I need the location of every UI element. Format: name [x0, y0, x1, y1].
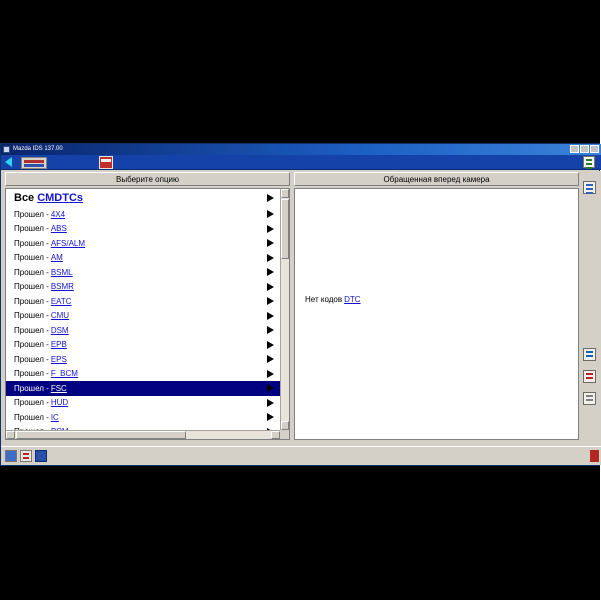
- close-button[interactable]: [590, 145, 599, 153]
- window-controls: [570, 145, 599, 153]
- list-item-prefix: Прошел -: [14, 311, 49, 321]
- list-item[interactable]: [6, 352, 280, 367]
- panel-tool-icon[interactable]: [583, 156, 595, 168]
- app-icon: [3, 146, 10, 153]
- list-item-prefix: Прошел -: [14, 224, 49, 234]
- chevron-right-icon[interactable]: [267, 413, 274, 421]
- list-horizontal-scrollbar[interactable]: [6, 430, 280, 439]
- main-toolbar: [1, 155, 601, 170]
- list-item-prefix: Прошел -: [14, 325, 49, 335]
- list-item-prefix: Прошел -: [14, 369, 49, 379]
- chevron-right-icon[interactable]: [267, 341, 274, 349]
- letterbox-bottom: [0, 466, 600, 600]
- scroll-right-button[interactable]: [271, 431, 280, 439]
- list-item-code: BSMR: [50, 282, 74, 292]
- list-item-code: CMDTCs: [37, 192, 84, 204]
- list-item[interactable]: [6, 294, 280, 309]
- list-item-code: CMU: [50, 311, 70, 321]
- minimize-button[interactable]: [570, 145, 579, 153]
- window-titlebar[interactable]: [1, 144, 601, 155]
- list-item-prefix: Прошел -: [14, 296, 49, 306]
- warning-icon-line-1: [586, 373, 593, 375]
- printer-icon[interactable]: [20, 450, 32, 462]
- session-icon[interactable]: [35, 450, 47, 462]
- list-item[interactable]: [6, 207, 280, 222]
- list-item-code: F_BCM: [50, 369, 78, 379]
- document-icon-line-1: [586, 395, 593, 397]
- warning-icon-line-2: [586, 377, 593, 379]
- list-item[interactable]: [6, 410, 280, 425]
- document-icon-line-2: [586, 399, 593, 401]
- warning-icon[interactable]: [583, 370, 596, 383]
- list-item[interactable]: [6, 265, 280, 280]
- connection-indicator: [590, 450, 599, 462]
- list-icon[interactable]: [583, 181, 596, 194]
- list-vertical-scrollbar[interactable]: [280, 189, 289, 430]
- list-item-code: BSML: [50, 267, 73, 277]
- panel-tool-stripe-3: [586, 167, 592, 169]
- info-icon[interactable]: [583, 348, 596, 361]
- list-item[interactable]: [6, 338, 280, 353]
- list-item-code: AFS/ALM: [50, 238, 86, 248]
- chevron-right-icon[interactable]: [267, 297, 274, 305]
- no-dtc-message: [305, 295, 361, 304]
- status-bar: [1, 446, 601, 465]
- chevron-right-icon[interactable]: [267, 326, 274, 334]
- list-item-prefix: Прошел -: [14, 354, 49, 364]
- list-icon-line-1: [586, 184, 593, 186]
- list-item[interactable]: [6, 309, 280, 324]
- list-icon-line-3: [586, 192, 593, 194]
- back-arrow-icon[interactable]: [5, 157, 17, 168]
- letterbox-top: [0, 0, 600, 143]
- list-item-code: EPB: [50, 340, 67, 350]
- list-item[interactable]: [6, 396, 280, 411]
- list-item-code: AM: [50, 253, 63, 263]
- list-item-prefix: Прошел -: [14, 383, 49, 393]
- no-dtc-message-text: Нет кодов: [305, 295, 343, 304]
- chevron-right-icon[interactable]: [267, 283, 274, 291]
- list-item-prefix: Прошел -: [14, 340, 49, 350]
- list-item-prefix: Прошел -: [14, 253, 49, 263]
- chevron-right-icon[interactable]: [267, 312, 274, 320]
- chevron-right-icon[interactable]: [267, 239, 274, 247]
- camera-info-panel: [294, 188, 579, 440]
- list-item-prefix: Прошел -: [14, 238, 49, 248]
- list-item-code: EATC: [50, 296, 72, 306]
- list-item-code: EPS: [50, 354, 67, 364]
- list-item-code: IC: [50, 412, 59, 422]
- option-list-panel: [5, 188, 290, 440]
- list-item-prefix: Прошел -: [14, 267, 49, 277]
- scroll-down-button[interactable]: [281, 421, 289, 430]
- chevron-right-icon[interactable]: [267, 370, 274, 378]
- list-item[interactable]: [6, 381, 280, 396]
- horizontal-scroll-thumb[interactable]: [16, 431, 186, 439]
- chevron-right-icon[interactable]: [267, 268, 274, 276]
- chevron-right-icon[interactable]: [267, 194, 274, 202]
- list-item[interactable]: [6, 236, 280, 251]
- printer-icon-line-1: [23, 453, 29, 455]
- info-icon-line-1: [586, 351, 593, 353]
- alert-tool-stripe: [101, 159, 111, 162]
- left-panel-header: Выберите опцию: [5, 172, 290, 186]
- list-item[interactable]: [6, 367, 280, 382]
- scroll-left-button[interactable]: [6, 431, 15, 439]
- list-item-code: DSM: [50, 325, 69, 335]
- list-item-prefix: Все: [14, 192, 35, 204]
- option-list[interactable]: [6, 189, 280, 430]
- chevron-right-icon[interactable]: [267, 210, 274, 218]
- right-panel-header: Обращенная вперед камера: [294, 172, 579, 186]
- chevron-right-icon[interactable]: [267, 384, 274, 392]
- list-item[interactable]: [6, 280, 280, 295]
- list-item-code: FSC: [50, 383, 67, 393]
- chevron-right-icon[interactable]: [267, 254, 274, 262]
- mazda-logo-icon: [21, 157, 47, 169]
- document-icon[interactable]: [583, 392, 596, 405]
- list-item-code: ABS: [50, 224, 67, 234]
- list-item[interactable]: [6, 251, 280, 266]
- list-item-prefix: Прошел -: [14, 282, 49, 292]
- scrollbar-corner: [280, 430, 289, 439]
- list-item-prefix: Прошел -: [14, 209, 49, 219]
- alert-tool-icon[interactable]: [99, 156, 113, 169]
- vehicle-icon[interactable]: [5, 450, 17, 462]
- logo-bar-red: [24, 160, 44, 163]
- panel-tool-stripe-2: [586, 163, 592, 165]
- list-item-code: 4X4: [50, 209, 66, 219]
- dtc-link[interactable]: DTC: [344, 295, 361, 304]
- info-icon-line-2: [586, 355, 593, 357]
- list-item[interactable]: [6, 189, 280, 207]
- chevron-right-icon[interactable]: [267, 225, 274, 233]
- maximize-button[interactable]: [580, 145, 589, 153]
- list-item-prefix: Прошел -: [14, 412, 49, 422]
- list-item-prefix: Прошел -: [14, 398, 49, 408]
- list-item[interactable]: [6, 323, 280, 338]
- list-item[interactable]: [6, 222, 280, 237]
- printer-icon-line-2: [23, 457, 29, 459]
- list-icon-line-2: [586, 188, 593, 190]
- list-item-code: HUD: [50, 398, 69, 408]
- panel-tool-stripe-1: [586, 159, 592, 161]
- vertical-scroll-thumb[interactable]: [281, 199, 289, 259]
- chevron-right-icon[interactable]: [267, 399, 274, 407]
- scroll-up-button[interactable]: [281, 189, 289, 198]
- chevron-right-icon[interactable]: [267, 355, 274, 363]
- window-title: Mazda IDS 137.00: [13, 146, 63, 152]
- application-window: [0, 143, 600, 466]
- side-icon-rail: [581, 171, 599, 446]
- logo-bar-blue: [24, 164, 44, 167]
- content-area: [1, 171, 601, 446]
- back-arrow-glyph: [5, 157, 12, 167]
